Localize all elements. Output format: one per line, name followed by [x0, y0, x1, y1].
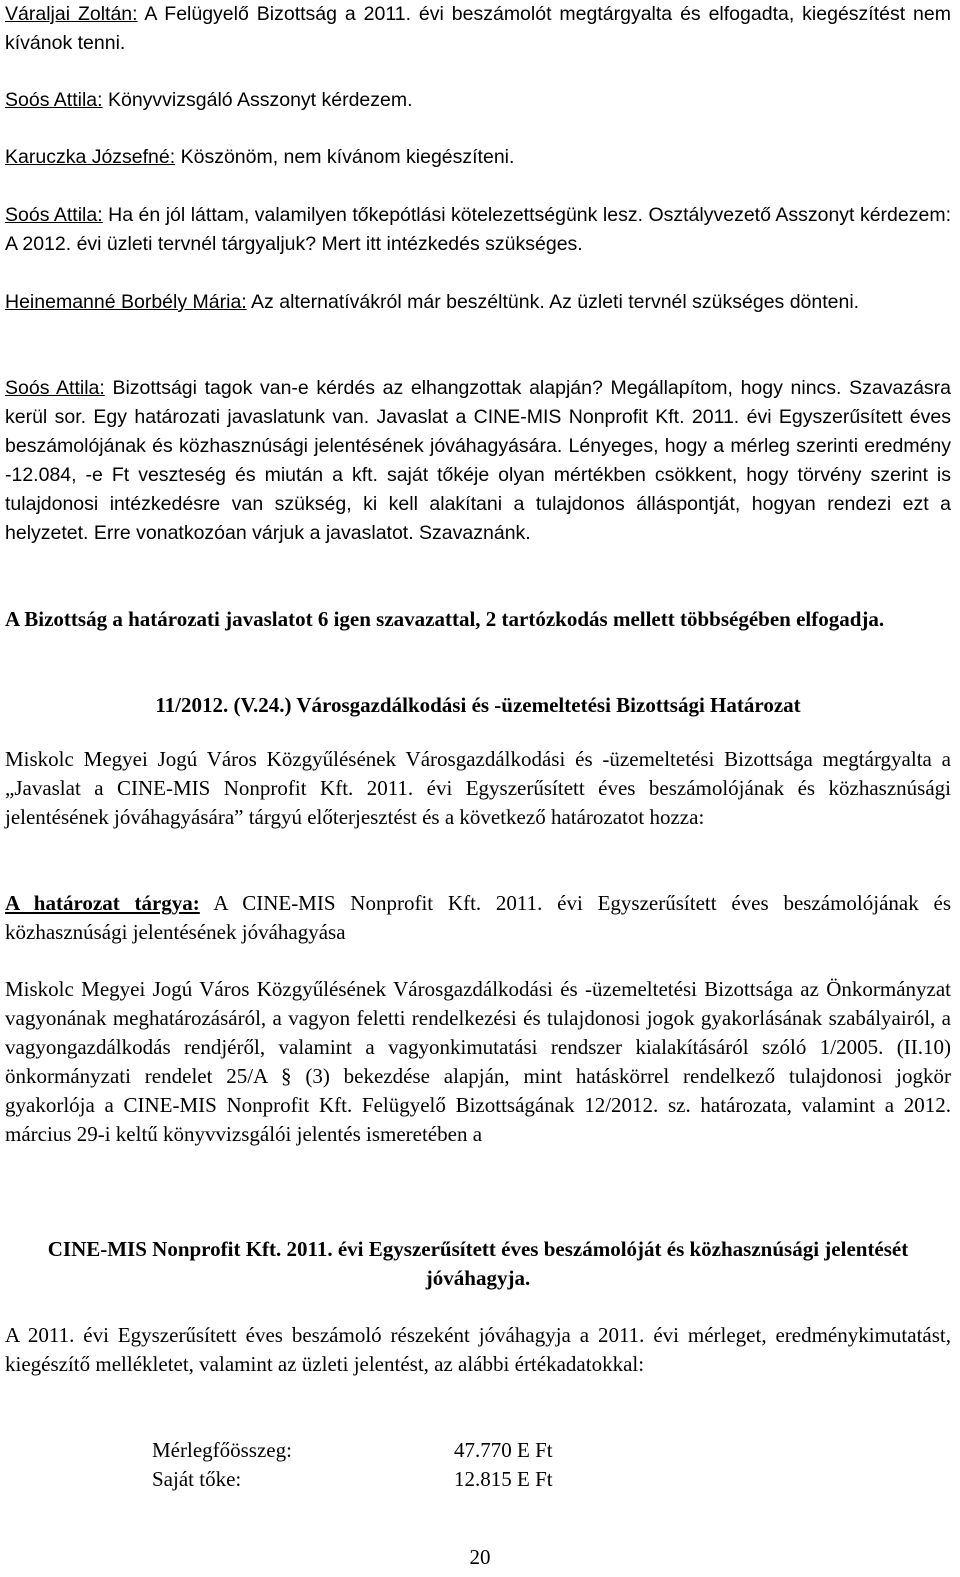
value-row-balance-total [152, 1436, 553, 1465]
speaker-name: Soós Attila: [5, 204, 103, 226]
decision-statement: A Bizottság a határozati javaslatot 6 igen szavazattal, 2 tartózkodás mellett többségében elfogadja. [5, 607, 885, 631]
value-label: Mérlegfőösszeg: [152, 1438, 292, 1462]
speaker-name: Karuczka Józsefné: [5, 146, 176, 168]
paragraph-varaljai [5, 0, 951, 58]
subject-text: A CINE-MIS Nonprofit Kft. 2011. évi Egyszerűsített éves beszámolójának és közhasznúsági jelentésének jóváhagyása [5, 891, 951, 944]
page-number: 20 [469, 1545, 491, 1569]
speaker-name: Heinemanné Borbély Mária: [5, 291, 247, 313]
legal-basis-text: Miskolc Megyei Jogú Város Közgyűlésének Városgazdálkodási és -üzemeltetési Bizottsága az Önkormányzat vagyonának meghatározásáról, a vagyon feletti rendelkezési és tulajdonosi jogok gyakorlásának szabályairól, a vagyongazdálkodás rendjéről, valamint a vagyonkimutatási rendszer kialakításáról szóló 1/2005. (II.10) önkormányzati rendelet 25/A § (3) bekezdése alapján, mint hatáskörrel rendelkező tulajdonosi jogkör gyakorlója a CINE-MIS Nonprofit Kft. Felügyelő Bizottságának 12/2012. sz. határozata, valamint a 2012. március 29-i keltű könyvvizsgálói jelentés ismeretében a [5, 977, 951, 1146]
paragraph-karuczka [5, 143, 951, 172]
value-amount: 12.815 E Ft [454, 1467, 553, 1491]
paragraph-soos-1 [5, 86, 951, 115]
paragraph-values-intro: A 2011. évi Egyszerűsített éves beszámoló részeként jóváhagyja a 2011. évi mérleget, eredménykimutatást, kiegészítő mellékletet, valamint az üzleti jelentést, az alábbi értékadatokkal: [5, 1323, 951, 1376]
speaker-name: Soós Attila: [5, 377, 105, 399]
value-amount: 47.770 E Ft [454, 1438, 553, 1462]
paragraph-legal-basis [5, 975, 951, 1149]
statement-text: A Felügyelő Bizottság a 2011. évi beszámolót megtárgyalta és elfogadta, kiegészítést nem kívánok tenni. [5, 3, 951, 54]
value-row-equity [152, 1465, 553, 1494]
statement-text: Ha én jól láttam, valamilyen tőkepótlási kötelezettségünk lesz. Osztályvezető Asszonyt kérdezem: A 2012. évi üzleti tervnél tárgyaljuk? Mert itt intézkedés szükséges. [5, 204, 951, 255]
statement-text: Bizottsági tagok van-e kérdés az elhangzottak alapján? Megállapítom, hogy nincs. Szavazásra kerül sor. Egy határozati javaslatunk van. Javaslat a CINE-MIS Nonprofit Kft. 2011. évi Egyszerűsített éves beszámolójának és közhasznúsági jelentésének jóváhagyására. Lényeges, hogy a mérleg szerinti eredmény -12.084, -e Ft veszteség és miután a kft. saját tőkéje olyan mértékben csökkent, hogy törvény szerint is tulajdonosi intézkedésre van szükség, ki kell alakítani a tulajdonos álláspontját, hogyan rendezi ezt a helyzetet. Erre vonatkozóan várjuk a javaslatot. Szavaznánk. [5, 377, 951, 544]
statement-text: Az alternatívákról már beszéltünk. Az üzleti tervnél szükséges dönteni. [246, 291, 860, 313]
speaker-name: Soós Attila: [5, 89, 103, 111]
value-label: Saját tőke: [152, 1467, 242, 1491]
paragraph-soos-2 [5, 201, 951, 259]
resolution-title: 11/2012. (V.24.) Városgazdálkodási és -üzemeltetési Bizottsági Határozat [155, 693, 801, 717]
subject-label: A határozat tárgya: [5, 891, 200, 915]
paragraph-soos-3 [5, 374, 951, 548]
paragraph-subject [5, 889, 951, 947]
statement-text: Köszönöm, nem kívánom kiegészíteni. [175, 146, 515, 168]
paragraph-heinemanne [5, 288, 951, 317]
speaker-name: Váraljai Zoltán: [5, 3, 138, 25]
statement-text: Könyvvizsgáló Asszonyt kérdezem. [102, 89, 413, 111]
approval-statement: CINE-MIS Nonprofit Kft. 2011. évi Egyszerűsített éves beszámolóját és közhasznúsági jelentését jóváhagyja. [47, 1237, 909, 1290]
paragraph-committee-review: Miskolc Megyei Jogú Város Közgyűlésének Városgazdálkodási és -üzemeltetési Bizottsága megtárgyalta a „Javaslat a CINE-MIS Nonprofit Kft. 2011. évi Egyszerűsített éves beszámolójának és közhasznúsági jelentésének jóváhagyására” tárgyú előterjesztést és a következő határozatot hozza: [5, 747, 951, 829]
